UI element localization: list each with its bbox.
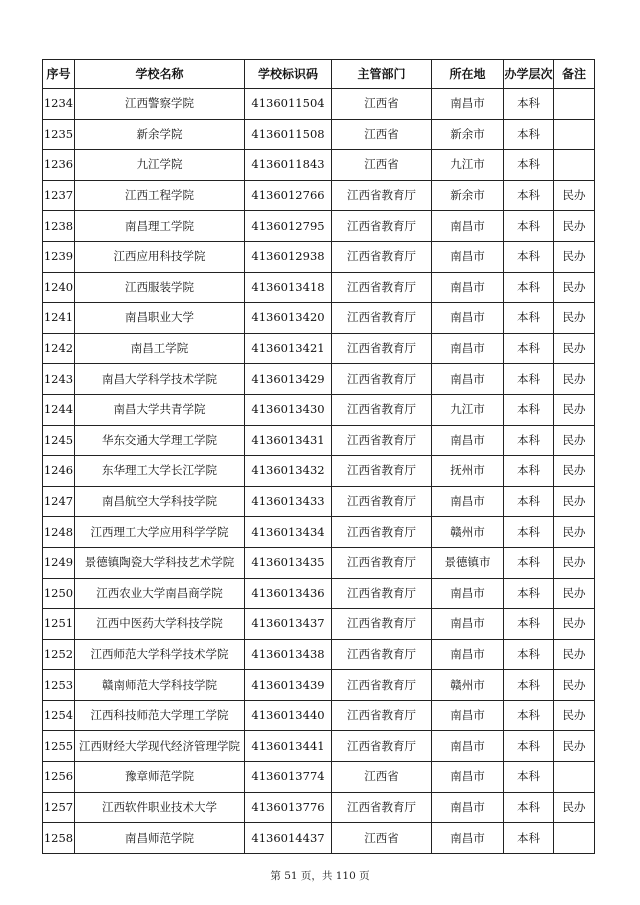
- cell-level: 本科: [504, 272, 554, 303]
- table-row: [43, 303, 595, 334]
- cell-remark: 民办: [554, 241, 595, 272]
- cell-remark: 民办: [554, 639, 595, 670]
- cell-location: 南昌市: [432, 639, 504, 670]
- table-row: [43, 211, 595, 242]
- cell-school-code: 4136013432: [245, 456, 332, 487]
- cell-remark: 民办: [554, 211, 595, 242]
- cell-school-code: 4136011843: [245, 150, 332, 181]
- cell-school-code: 4136013433: [245, 486, 332, 517]
- cell-school-code: 4136013441: [245, 731, 332, 762]
- cell-level: 本科: [504, 792, 554, 823]
- cell-department: 江西省: [332, 823, 432, 854]
- cell-location: 南昌市: [432, 241, 504, 272]
- cell-level: 本科: [504, 303, 554, 334]
- cell-department: 江西省教育厅: [332, 547, 432, 578]
- cell-remark: 民办: [554, 609, 595, 640]
- cell-location: 南昌市: [432, 700, 504, 731]
- cell-location: 抚州市: [432, 456, 504, 487]
- cell-school-code: 4136013438: [245, 639, 332, 670]
- cell-level: 本科: [504, 364, 554, 395]
- cell-department: 江西省: [332, 89, 432, 120]
- cell-department: 江西省教育厅: [332, 394, 432, 425]
- cell-department: 江西省教育厅: [332, 456, 432, 487]
- cell-level: 本科: [504, 456, 554, 487]
- cell-school-name: 江西中医药大学科技学院: [75, 609, 245, 640]
- header-location: 所在地: [432, 60, 504, 89]
- cell-department: 江西省教育厅: [332, 425, 432, 456]
- cell-department: 江西省教育厅: [332, 486, 432, 517]
- table-body: [43, 89, 595, 854]
- cell-department: 江西省教育厅: [332, 609, 432, 640]
- cell-school-name: 九江学院: [75, 150, 245, 181]
- cell-location: 赣州市: [432, 670, 504, 701]
- cell-location: 南昌市: [432, 578, 504, 609]
- cell-remark: 民办: [554, 303, 595, 334]
- table-row: [43, 670, 595, 701]
- cell-school-name: 江西财经大学现代经济管理学院: [75, 731, 245, 762]
- cell-level: 本科: [504, 731, 554, 762]
- cell-school-code: 4136014437: [245, 823, 332, 854]
- cell-school-name: 南昌大学科学技术学院: [75, 364, 245, 395]
- cell-level: 本科: [504, 609, 554, 640]
- cell-school-code: 4136012766: [245, 180, 332, 211]
- table-row: [43, 394, 595, 425]
- cell-department: 江西省: [332, 762, 432, 793]
- cell-remark: 民办: [554, 792, 595, 823]
- table-row: [43, 333, 595, 364]
- cell-location: 南昌市: [432, 364, 504, 395]
- cell-index: 1247: [43, 486, 75, 517]
- cell-remark: 民办: [554, 670, 595, 701]
- cell-school-code: 4136013434: [245, 517, 332, 548]
- cell-remark: 民办: [554, 180, 595, 211]
- cell-remark: 民办: [554, 333, 595, 364]
- cell-level: 本科: [504, 700, 554, 731]
- cell-remark: 民办: [554, 364, 595, 395]
- cell-location: 景德镇市: [432, 547, 504, 578]
- cell-school-name: 南昌工学院: [75, 333, 245, 364]
- cell-remark: [554, 762, 595, 793]
- cell-department: 江西省教育厅: [332, 241, 432, 272]
- cell-level: 本科: [504, 486, 554, 517]
- table-row: [43, 486, 595, 517]
- cell-school-name: 豫章师范学院: [75, 762, 245, 793]
- cell-department: 江西省教育厅: [332, 670, 432, 701]
- school-table: [42, 59, 595, 854]
- cell-school-name: 江西科技师范大学理工学院: [75, 700, 245, 731]
- table-row: [43, 89, 595, 120]
- cell-school-name: 东华理工大学长江学院: [75, 456, 245, 487]
- cell-location: 南昌市: [432, 823, 504, 854]
- cell-index: 1238: [43, 211, 75, 242]
- cell-school-code: 4136013420: [245, 303, 332, 334]
- cell-department: 江西省教育厅: [332, 364, 432, 395]
- cell-index: 1251: [43, 609, 75, 640]
- cell-department: 江西省教育厅: [332, 517, 432, 548]
- cell-school-code: 4136013429: [245, 364, 332, 395]
- cell-location: 新余市: [432, 119, 504, 150]
- cell-index: 1250: [43, 578, 75, 609]
- table-row: [43, 364, 595, 395]
- cell-department: 江西省教育厅: [332, 731, 432, 762]
- cell-index: 1253: [43, 670, 75, 701]
- cell-location: 赣州市: [432, 517, 504, 548]
- cell-location: 南昌市: [432, 333, 504, 364]
- cell-school-code: 4136013430: [245, 394, 332, 425]
- cell-location: 南昌市: [432, 211, 504, 242]
- table-row: [43, 241, 595, 272]
- cell-department: 江西省: [332, 150, 432, 181]
- cell-level: 本科: [504, 425, 554, 456]
- cell-index: 1248: [43, 517, 75, 548]
- cell-level: 本科: [504, 670, 554, 701]
- cell-school-name: 江西应用科技学院: [75, 241, 245, 272]
- cell-level: 本科: [504, 578, 554, 609]
- cell-school-name: 江西软件职业技术大学: [75, 792, 245, 823]
- cell-school-name: 南昌航空大学科技学院: [75, 486, 245, 517]
- cell-remark: 民办: [554, 425, 595, 456]
- header-school-code: 学校标识码: [245, 60, 332, 89]
- cell-location: 新余市: [432, 180, 504, 211]
- cell-school-code: 4136013440: [245, 700, 332, 731]
- page-number: 第 51 页，共 110 页: [270, 870, 370, 882]
- table-row: [43, 119, 595, 150]
- cell-school-code: 4136013418: [245, 272, 332, 303]
- cell-level: 本科: [504, 762, 554, 793]
- header-department: 主管部门: [332, 60, 432, 89]
- cell-school-name: 新余学院: [75, 119, 245, 150]
- cell-level: 本科: [504, 119, 554, 150]
- cell-location: 九江市: [432, 150, 504, 181]
- table-row: [43, 150, 595, 181]
- cell-level: 本科: [504, 180, 554, 211]
- cell-location: 南昌市: [432, 272, 504, 303]
- cell-school-name: 江西农业大学南昌商学院: [75, 578, 245, 609]
- table-row: [43, 731, 595, 762]
- cell-level: 本科: [504, 517, 554, 548]
- cell-index: 1246: [43, 456, 75, 487]
- cell-school-code: 4136013435: [245, 547, 332, 578]
- cell-department: 江西省教育厅: [332, 792, 432, 823]
- cell-index: 1241: [43, 303, 75, 334]
- cell-school-code: 4136013421: [245, 333, 332, 364]
- cell-level: 本科: [504, 89, 554, 120]
- cell-school-code: 4136011504: [245, 89, 332, 120]
- table-row: [43, 180, 595, 211]
- cell-school-name: 南昌大学共青学院: [75, 394, 245, 425]
- header-level: 办学层次: [504, 60, 554, 89]
- cell-department: 江西省: [332, 119, 432, 150]
- cell-department: 江西省教育厅: [332, 639, 432, 670]
- cell-school-name: 江西服装学院: [75, 272, 245, 303]
- cell-school-name: 江西理工大学应用科学学院: [75, 517, 245, 548]
- cell-remark: 民办: [554, 517, 595, 548]
- cell-location: 南昌市: [432, 89, 504, 120]
- cell-department: 江西省教育厅: [332, 700, 432, 731]
- cell-index: 1239: [43, 241, 75, 272]
- table-row: [43, 700, 595, 731]
- cell-location: 南昌市: [432, 425, 504, 456]
- cell-remark: [554, 150, 595, 181]
- cell-school-name: 南昌师范学院: [75, 823, 245, 854]
- cell-school-name: 景德镇陶瓷大学科技艺术学院: [75, 547, 245, 578]
- cell-remark: 民办: [554, 731, 595, 762]
- cell-school-name: 江西工程学院: [75, 180, 245, 211]
- school-table-container: [42, 59, 594, 854]
- table-row: [43, 609, 595, 640]
- cell-remark: 民办: [554, 272, 595, 303]
- cell-remark: [554, 119, 595, 150]
- cell-school-name: 赣南师范大学科技学院: [75, 670, 245, 701]
- cell-school-code: 4136013439: [245, 670, 332, 701]
- cell-remark: [554, 823, 595, 854]
- cell-level: 本科: [504, 150, 554, 181]
- table-row: [43, 517, 595, 548]
- cell-index: 1244: [43, 394, 75, 425]
- cell-remark: [554, 89, 595, 120]
- table-row: [43, 456, 595, 487]
- cell-department: 江西省教育厅: [332, 272, 432, 303]
- cell-school-name: 华东交通大学理工学院: [75, 425, 245, 456]
- cell-level: 本科: [504, 639, 554, 670]
- cell-index: 1234: [43, 89, 75, 120]
- cell-level: 本科: [504, 394, 554, 425]
- cell-level: 本科: [504, 211, 554, 242]
- cell-remark: 民办: [554, 578, 595, 609]
- table-row: [43, 272, 595, 303]
- cell-index: 1252: [43, 639, 75, 670]
- cell-department: 江西省教育厅: [332, 180, 432, 211]
- table-row: [43, 425, 595, 456]
- header-remark: 备注: [554, 60, 595, 89]
- cell-department: 江西省教育厅: [332, 303, 432, 334]
- cell-location: 南昌市: [432, 609, 504, 640]
- cell-level: 本科: [504, 333, 554, 364]
- cell-index: 1240: [43, 272, 75, 303]
- cell-location: 南昌市: [432, 731, 504, 762]
- cell-school-name: 江西师范大学科学技术学院: [75, 639, 245, 670]
- cell-school-name: 南昌理工学院: [75, 211, 245, 242]
- cell-remark: 民办: [554, 700, 595, 731]
- cell-school-code: 4136013431: [245, 425, 332, 456]
- cell-school-code: 4136013774: [245, 762, 332, 793]
- table-row: [43, 578, 595, 609]
- table-row: [43, 823, 595, 854]
- cell-school-code: 4136013776: [245, 792, 332, 823]
- cell-remark: 民办: [554, 486, 595, 517]
- header-school-name: 学校名称: [75, 60, 245, 89]
- cell-department: 江西省教育厅: [332, 578, 432, 609]
- cell-index: 1245: [43, 425, 75, 456]
- cell-index: 1237: [43, 180, 75, 211]
- cell-remark: 民办: [554, 394, 595, 425]
- cell-location: 九江市: [432, 394, 504, 425]
- cell-index: 1257: [43, 792, 75, 823]
- cell-location: 南昌市: [432, 762, 504, 793]
- cell-department: 江西省教育厅: [332, 333, 432, 364]
- cell-remark: 民办: [554, 456, 595, 487]
- cell-index: 1256: [43, 762, 75, 793]
- cell-level: 本科: [504, 547, 554, 578]
- cell-index: 1255: [43, 731, 75, 762]
- cell-index: 1254: [43, 700, 75, 731]
- cell-location: 南昌市: [432, 792, 504, 823]
- header-index: 序号: [43, 60, 75, 89]
- cell-school-name: 南昌职业大学: [75, 303, 245, 334]
- cell-index: 1242: [43, 333, 75, 364]
- table-row: [43, 792, 595, 823]
- cell-school-code: 4136012795: [245, 211, 332, 242]
- cell-department: 江西省教育厅: [332, 211, 432, 242]
- cell-school-code: 4136013436: [245, 578, 332, 609]
- cell-index: 1243: [43, 364, 75, 395]
- cell-school-code: 4136013437: [245, 609, 332, 640]
- table-row: [43, 762, 595, 793]
- cell-index: 1235: [43, 119, 75, 150]
- table-row: [43, 547, 595, 578]
- cell-index: 1236: [43, 150, 75, 181]
- cell-level: 本科: [504, 241, 554, 272]
- cell-school-name: 江西警察学院: [75, 89, 245, 120]
- cell-index: 1258: [43, 823, 75, 854]
- cell-location: 南昌市: [432, 486, 504, 517]
- cell-school-code: 4136012938: [245, 241, 332, 272]
- cell-school-code: 4136011508: [245, 119, 332, 150]
- table-row: [43, 639, 595, 670]
- cell-level: 本科: [504, 823, 554, 854]
- cell-location: 南昌市: [432, 303, 504, 334]
- cell-remark: 民办: [554, 547, 595, 578]
- table-header-row: [43, 60, 595, 89]
- cell-index: 1249: [43, 547, 75, 578]
